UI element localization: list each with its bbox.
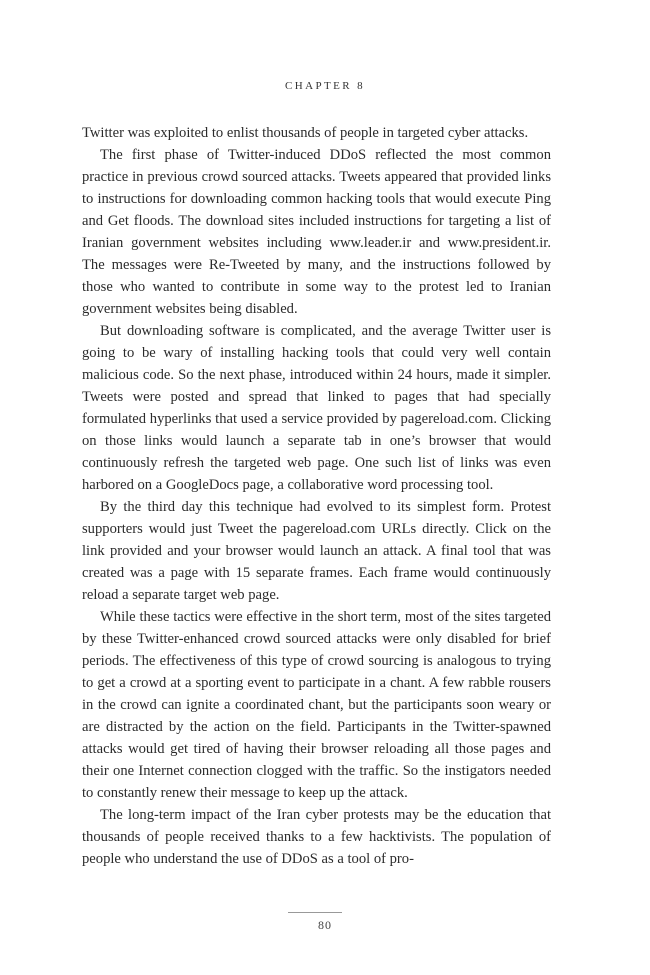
running-head: CHAPTER 8 — [285, 80, 365, 92]
page-number: 80 — [318, 918, 332, 932]
paragraph-next-phase: But downloading software is complicated, and the average Twitter user is going to be wary of installing hacking tools that could very well contain malicious code. So the next phase, introduced within 24 hours, made it simpler. Tweets were posted and spread that linked to pages that had specially formulated hyperlinks that used a service provided by pagereload.com. Clicking on those links would launch a separate tab in one’s browser that would continuously refresh the targeted web page. One such list of links was even harbored on a GoogleDocs page, a collaborative word processing tool. — [82, 323, 551, 493]
paragraph-third-day: By the third day this technique had evolved to its simplest form. Protest supporters would just Tweet the pagereload.com URLs directly. Click on the link provided and your browser would launch an attack. A final tool that was created was a page with 15 separate frames. Each frame would continuously reload a separate target web page. — [82, 499, 551, 603]
paragraph-continuation: Twitter was exploited to enlist thousands of people in targeted cyber attacks. — [82, 125, 529, 141]
paragraph-tactics-effectiveness: While these tactics were effective in the short term, most of the sites targeted by these Twitter-enhanced crowd sourced attacks were only disabled for brief periods. The effectiveness of this type of crowd sourcing is analogous to trying to get a crowd at a sporting event to participate in a chant. A few rabble rousers in the crowd can ignite a coordinated chant, but the participants soon weary or are distracted by the action on the field. Participants in the Twitter-spawned attacks would get tired of having their browser reloading all those pages and their one Internet connection clogged with the traffic. So the instigators needed to constantly renew their message to keep up the attack. — [82, 609, 551, 801]
body-text — [82, 122, 551, 870]
paragraph-first-phase: The first phase of Twitter-induced DDoS reflected the most common practice in previous crowd sourced attacks. Tweets appeared that provided links to instructions for downloading common hacking tools that would execute Ping and Get floods. The download sites included instructions for targeting a list of Iranian government websites including www.leader.ir and www.president.ir. The messages were Re-Tweeted by many, and the instructions followed by those who wanted to contribute in some way to the protest led to Iranian government websites being disabled. — [82, 147, 551, 317]
paragraph-long-term-impact: The long-term impact of the Iran cyber protests may be the education that thousands of people received thanks to a few hacktivists. The population of people who understand the use of DDoS as a tool of pro- — [82, 807, 551, 867]
folio-rule — [288, 912, 342, 913]
